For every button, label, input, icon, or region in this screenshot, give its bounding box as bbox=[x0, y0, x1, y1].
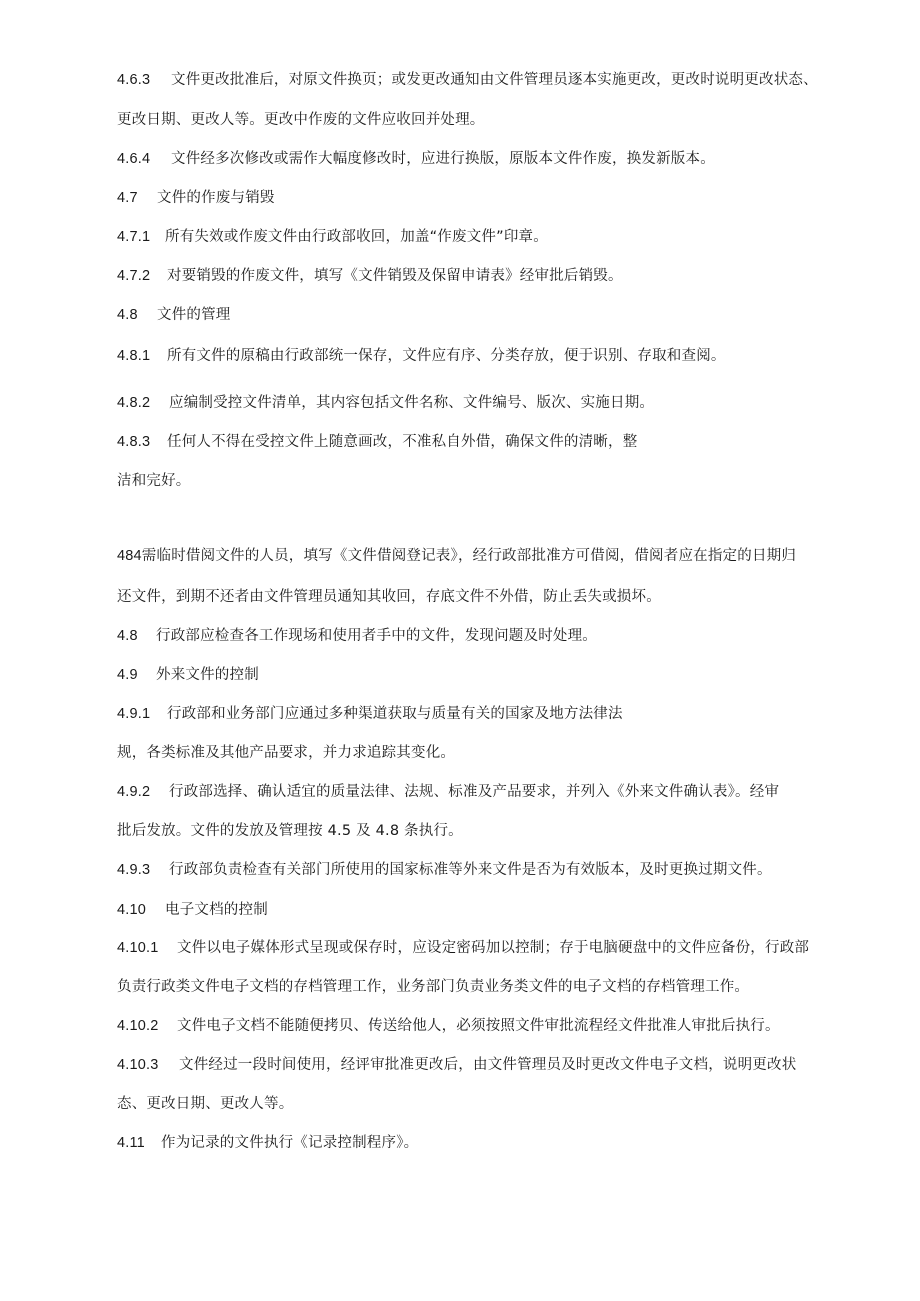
clause-text: 洁和完好。 bbox=[117, 473, 191, 489]
clause-text: 规，各类标准及其他产品要求，并力求追踪其变化。 bbox=[117, 745, 456, 761]
clause-text: 文件经过一段时间使用，经评审批准更改后，由文件管理员及时更改文件电子文档，说明更改状 bbox=[179, 1057, 797, 1073]
clause-4-10-2 bbox=[117, 1016, 850, 1036]
clause-4-6-4 bbox=[117, 149, 850, 169]
clause-text: 行政部和业务部门应通过多种渠道获取与质量有关的国家及地方法律法 bbox=[167, 706, 623, 722]
clause-text: 文件电子文档不能随便拷贝、传送给他人，必须按照文件审批流程经文件批准人审批后执行。 bbox=[177, 1018, 780, 1034]
clause-number: 4.6.4 bbox=[117, 151, 151, 167]
clause-4-8-1 bbox=[117, 346, 850, 366]
clause-number: 4.7.1 bbox=[117, 229, 151, 245]
clause-number: 4.9.3 bbox=[117, 862, 151, 878]
section-title: 电子文档的控制 bbox=[165, 902, 268, 918]
clause-number: 4.7.2 bbox=[117, 268, 151, 284]
clause-484-continued bbox=[117, 587, 850, 607]
clause-4-9-1-continued bbox=[117, 743, 850, 763]
clause-text: 行政部负责检查有关部门所使用的国家标准等外来文件是否为有效版本，及时更换过期文件。 bbox=[169, 862, 772, 878]
clause-4-9-2-continued bbox=[117, 821, 850, 841]
clause-4-6-3 bbox=[117, 70, 850, 90]
section-number: 4.7 bbox=[117, 190, 138, 206]
clause-number: 4.11 bbox=[117, 1135, 145, 1151]
clause-4-8-inspection bbox=[117, 626, 850, 646]
clause-4-6-3-continued bbox=[117, 110, 850, 130]
clause-number: 4.9.1 bbox=[117, 706, 151, 722]
clause-text: 批后发放。文件的发放及管理按 4.5 及 4.8 条执行。 bbox=[117, 823, 463, 839]
clause-number: 4.10.3 bbox=[117, 1057, 159, 1073]
clause-text: 态、更改日期、更改人等。 bbox=[117, 1096, 294, 1112]
section-title: 外来文件的控制 bbox=[156, 667, 259, 683]
section-4-10-heading bbox=[117, 900, 850, 920]
clause-4-9-3 bbox=[117, 860, 850, 880]
clause-number: 4.6.3 bbox=[117, 72, 151, 88]
clause-text: 所有文件的原稿由行政部统一保存，文件应有序、分类存放，便于识别、存取和查阅。 bbox=[167, 348, 726, 364]
clause-number: 4.8.3 bbox=[117, 434, 151, 450]
clause-text: 还文件，到期不还者由文件管理员通知其收回，存底文件不外借，防止丢失或损坏。 bbox=[117, 589, 661, 605]
clause-4-10-1 bbox=[117, 938, 850, 958]
clause-text: 所有失效或作废文件由行政部收回，加盖“作废文件”印章。 bbox=[165, 229, 548, 245]
clause-4-7-1 bbox=[117, 227, 850, 247]
clause-number: 4.8.2 bbox=[117, 395, 151, 411]
section-title: 文件的作废与销毁 bbox=[157, 190, 275, 206]
clause-text: 对要销毁的作废文件，填写《文件销毁及保留申请表》经审批后销毁。 bbox=[167, 268, 623, 284]
clause-text: 行政部应检查各工作现场和使用者手中的文件，发现问题及时处理。 bbox=[156, 628, 597, 644]
clause-number: 4.8.1 bbox=[117, 348, 151, 364]
clause-4-9-1 bbox=[117, 704, 850, 724]
clause-4-8-3-continued bbox=[117, 471, 850, 491]
clause-number: 4.10.1 bbox=[117, 940, 159, 956]
section-4-9-heading bbox=[117, 665, 850, 685]
clause-text: 负责行政类文件电子文档的存档管理工作，业务部门负责业务类文件的电子文档的存档管理工作。 bbox=[117, 979, 750, 995]
clause-4-9-2 bbox=[117, 782, 850, 802]
clause-text: 文件经多次修改或需作大幅度修改时，应进行换版，原版本文件作废，换发新版本。 bbox=[171, 151, 715, 167]
clause-text: 需临时借阅文件的人员，填写《文件借阅登记表》，经行政部批准方可借阅，借阅者应在指定的日期归 bbox=[141, 548, 797, 564]
clause-text: 行政部选择、确认适宜的质量法律、法规、标准及产品要求，并列入《外来文件确认表》。经审 bbox=[169, 784, 780, 800]
clause-number: 4.8 bbox=[117, 628, 138, 644]
clause-text: 文件更改批准后，对原文件换页；或发更改通知由文件管理员逐本实施更改，更改时说明更改状态、 bbox=[171, 72, 818, 88]
clause-484 bbox=[117, 546, 850, 566]
clause-4-10-1-continued bbox=[117, 977, 850, 997]
section-number: 4.9 bbox=[117, 667, 138, 683]
section-number: 4.8 bbox=[117, 307, 138, 323]
section-4-7-heading bbox=[117, 188, 850, 208]
section-number: 4.10 bbox=[117, 902, 147, 918]
clause-number: 4.10.2 bbox=[117, 1018, 159, 1034]
section-title: 文件的管理 bbox=[157, 307, 231, 323]
clause-4-8-2 bbox=[117, 393, 850, 413]
clause-text: 任何人不得在受控文件上随意画改，不准私自外借，确保文件的清晰，整 bbox=[167, 434, 638, 450]
section-4-8-heading bbox=[117, 305, 850, 325]
clause-4-11 bbox=[117, 1133, 850, 1153]
clause-4-8-3 bbox=[117, 432, 850, 452]
clause-4-7-2 bbox=[117, 266, 850, 286]
clause-4-10-3 bbox=[117, 1055, 850, 1075]
clause-text: 更改日期、更改人等。更改中作废的文件应收回并处理。 bbox=[117, 112, 485, 128]
clause-number: 484 bbox=[117, 548, 142, 564]
clause-text: 应编制受控文件清单，其内容包括文件名称、文件编号、版次、实施日期。 bbox=[169, 395, 655, 411]
clause-text: 作为记录的文件执行《记录控制程序》。 bbox=[161, 1135, 419, 1151]
clause-text: 文件以电子媒体形式呈现或保存时，应设定密码加以控制；存于电脑硬盘中的文件应备份，行政部 bbox=[177, 940, 810, 956]
clause-number: 4.9.2 bbox=[117, 784, 151, 800]
clause-4-10-3-continued bbox=[117, 1094, 850, 1114]
